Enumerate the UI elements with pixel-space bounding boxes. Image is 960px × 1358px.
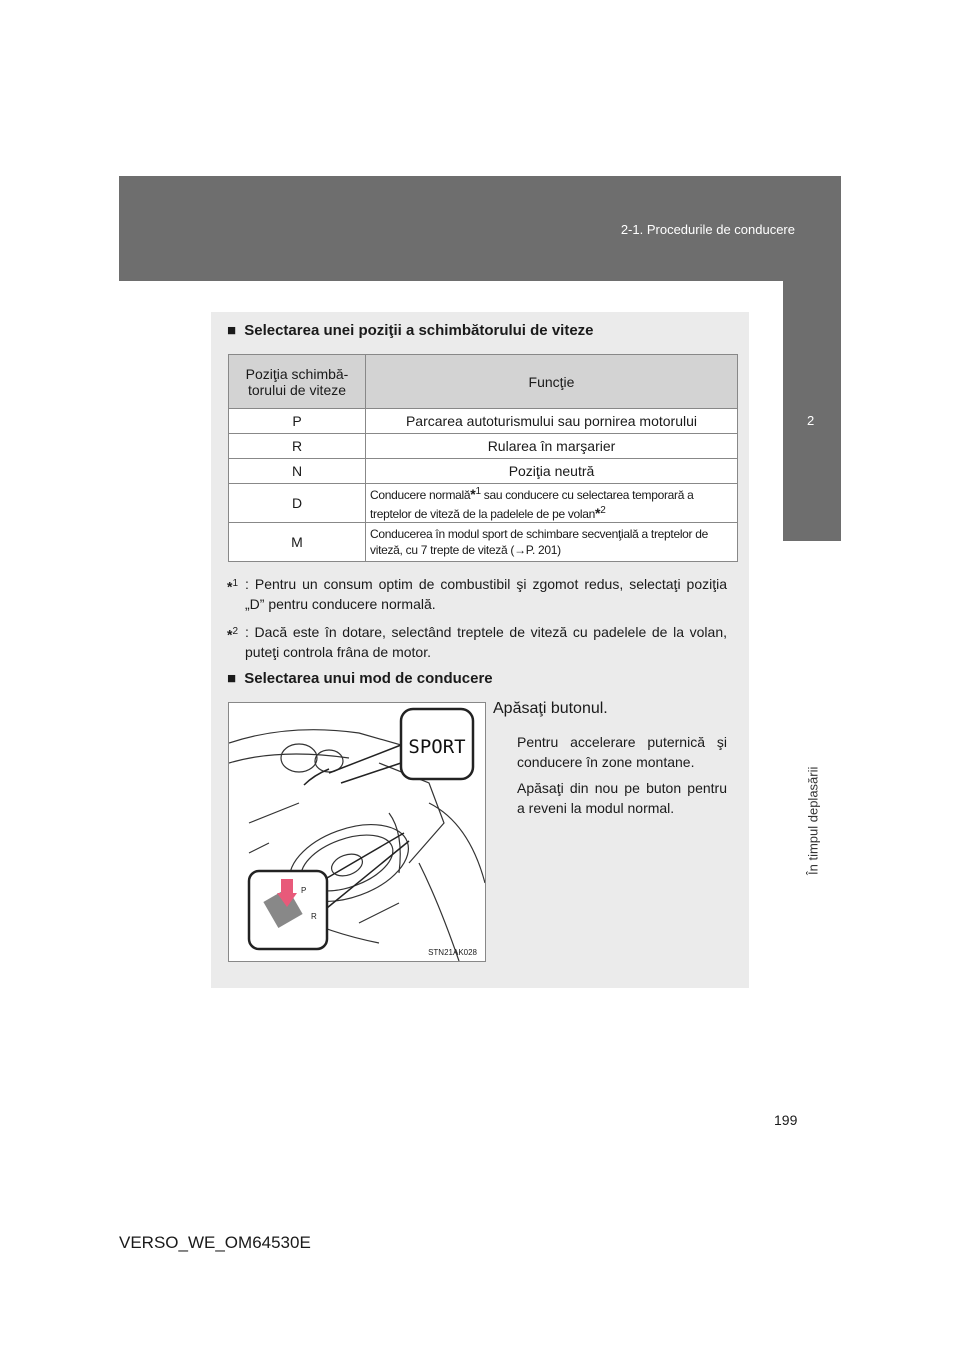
position-cell: M [229, 523, 366, 562]
document-code: VERSO_WE_OM64530E [119, 1233, 311, 1252]
table-header-row [229, 355, 738, 409]
content-box [211, 312, 749, 988]
page-number: 199 [774, 1112, 798, 1128]
square-bullet-icon: ■ [227, 322, 237, 339]
footnote-1: *$^1$ : Pentru un consum optim de combustibil şi zgomot redus, selectaţi poziţia „D” pentru conducere normală. [227, 576, 727, 612]
table-row [229, 434, 738, 459]
function-cell: Poziţia neutră [366, 459, 738, 484]
chapter-label: În timpul deplasării [805, 766, 821, 876]
sport-button-figure [228, 702, 486, 962]
function-cell: Rularea în marşarier [366, 434, 738, 459]
table-row [229, 459, 738, 484]
header-band [119, 176, 841, 281]
section-title-mode: ■ Selectarea unui mod de conducere [227, 670, 493, 687]
shifter-p: P [301, 886, 307, 895]
table-header-function: Funcţie [366, 355, 738, 409]
section-header: 2-1. Procedurile de conducere [620, 222, 795, 237]
square-bullet-icon: ■ [227, 670, 237, 687]
function-cell: Conducerea în modul sport de schimbare secvenţială a treptelor de viteză, cu 7 trepte de viteză (→P. 201) [366, 523, 738, 562]
chapter-tab [783, 281, 841, 541]
instruction-paragraph-1: Pentru accelerare puternică şi conducere în zone montane. [517, 734, 727, 770]
section-title-shift: ■ Selectarea unei poziţii a schimbătorului de viteze [227, 322, 594, 339]
position-cell: D [229, 484, 366, 523]
dashboard-illustration [229, 703, 485, 961]
function-cell: Parcarea autoturismului sau pornirea motorului [366, 409, 738, 434]
chapter-number: 2 [807, 413, 815, 428]
footnote-2: *$^2$ : Dacă este în dotare, selectând treptele de viteză cu padelele de la volan, puteţi controla frâna de motor. [227, 624, 727, 660]
table-header-position: Poziţia schimbă- torului de viteze [229, 355, 366, 409]
position-cell: R [229, 434, 366, 459]
shift-position-table [228, 354, 738, 562]
table-row [229, 484, 738, 523]
figure-code: STN21AK028 [428, 948, 477, 957]
function-cell: Conducere normală*$^1$ sau conducere cu selectarea temporară a treptelor de viteză de la padelele de pe volan*$^2$ [366, 484, 738, 523]
instruction-main: Apăsaţi butonul. [493, 700, 608, 717]
position-cell: N [229, 459, 366, 484]
table-row [229, 523, 738, 562]
position-cell: P [229, 409, 366, 434]
shifter-r: R [311, 912, 317, 921]
sport-label: SPORT [408, 736, 466, 758]
instruction-paragraph-2: Apăsaţi din nou pe buton pentru a reveni la modul normal. [517, 780, 727, 816]
side-tab [783, 281, 841, 978]
table-row [229, 409, 738, 434]
